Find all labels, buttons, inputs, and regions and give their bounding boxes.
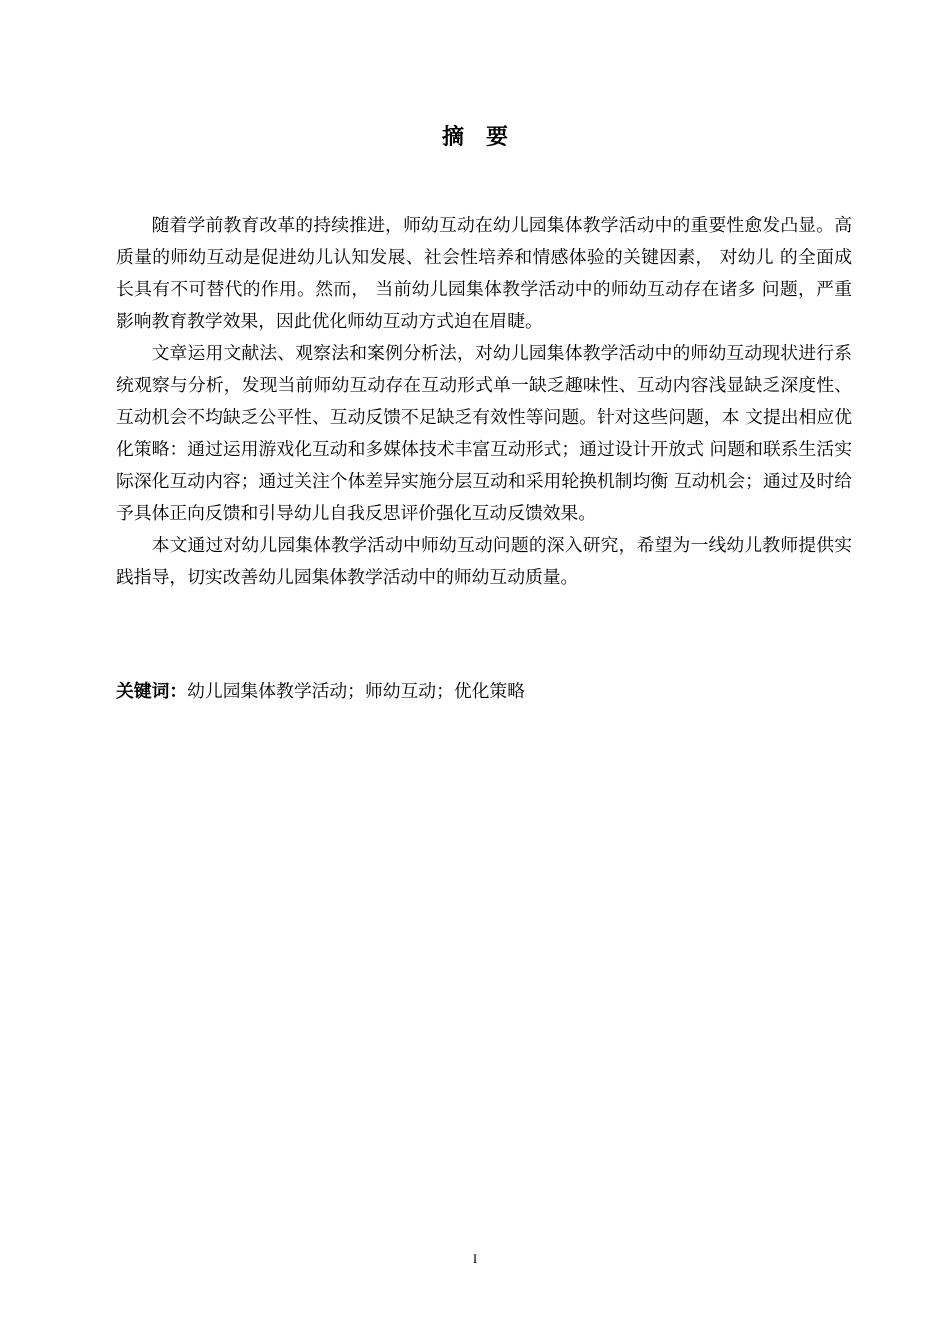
keywords-text: 幼儿园集体教学活动；师幼互动；优化策略 xyxy=(187,681,525,702)
abstract-paragraph-2: 文章运用文献法、观察法和案例分析法，对幼儿园集体教学活动中的师幼互动现状进行系统观察与分析，发现当前师幼互动存在互动形式单一缺乏趣味性、互动内容浅显缺乏深度性、互动机会不均缺乏公平性、互动反馈不足缺乏有效性等问题。针对这些问题，本 文提出相应优化策略：通过运用游戏化互动和多媒体技术丰富互动形式；通过设计开放式 问题和联系生活实际深化互动内容；通过关注个体差异实施分层互动和采用轮换机制均衡 互动机会；通过及时给予具体正向反馈和引导幼儿自我反思评价强化互动反馈效果。 xyxy=(116,343,852,524)
keywords-label: 关键词： xyxy=(116,681,188,702)
keywords-line xyxy=(116,676,852,708)
abstract-title: 摘要 xyxy=(441,125,530,150)
abstract-body xyxy=(116,210,852,594)
page-number: I xyxy=(472,1251,478,1266)
abstract-paragraph-1: 随着学前教育改革的持续推进，师幼互动在幼儿园集体教学活动中的重要性愈发凸显。高质量的师幼互动是促进幼儿认知发展、社会性培养和情感体验的关键因素， 对幼儿 的全面成长具有不可替代的作用。然而， 当前幼儿园集体教学活动中的师幼互动存在诸多 问题，严重影响教育教学效果，因此优化师幼互动方式迫在眉睫。 xyxy=(116,215,852,332)
abstract-paragraph-3: 本文通过对幼儿园集体教学活动中师幼互动问题的深入研究，希望为一线幼儿教师提供实践指导，切实改善幼儿园集体教学活动中的师幼互动质量。 xyxy=(116,535,852,588)
